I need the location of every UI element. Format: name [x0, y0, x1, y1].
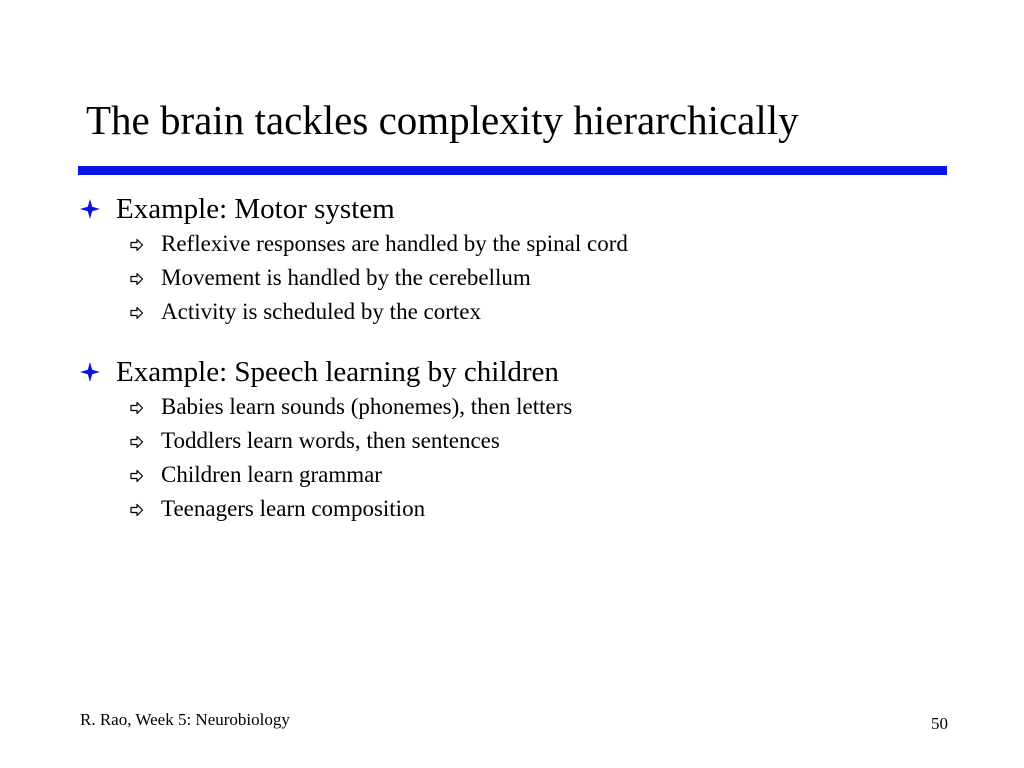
footer-credit: R. Rao, Week 5: Neurobiology — [80, 710, 290, 729]
sub-bullet-text: Movement is handled by the cerebellum — [161, 265, 531, 290]
outline-arrow-icon — [130, 272, 144, 286]
outline-arrow-icon — [130, 469, 144, 483]
four-point-star-icon — [80, 362, 100, 382]
four-point-star-icon — [80, 199, 100, 219]
outline-arrow-icon — [130, 238, 144, 252]
sub-bullet-text: Babies learn sounds (phonemes), then letters — [161, 394, 573, 419]
outline-arrow-icon — [130, 435, 144, 449]
sub-bullet-text: Reflexive responses are handled by the spinal cord — [161, 231, 628, 256]
main-bullet-text: Example: Motor system — [116, 193, 395, 225]
title-divider — [78, 166, 947, 175]
outline-arrow-icon — [130, 401, 144, 415]
sub-bullet-text: Children learn grammar — [161, 462, 382, 487]
main-bullet-text: Example: Speech learning by children — [116, 356, 559, 388]
slide-title: The brain tackles complexity hierarchically — [86, 97, 799, 143]
sub-bullet-text: Toddlers learn words, then sentences — [161, 428, 500, 453]
page-number: 50 — [931, 714, 948, 733]
sub-bullet-text: Activity is scheduled by the cortex — [161, 299, 482, 324]
outline-arrow-icon — [130, 306, 144, 320]
outline-arrow-icon — [130, 503, 144, 517]
sub-bullet-text: Teenagers learn composition — [161, 496, 426, 521]
